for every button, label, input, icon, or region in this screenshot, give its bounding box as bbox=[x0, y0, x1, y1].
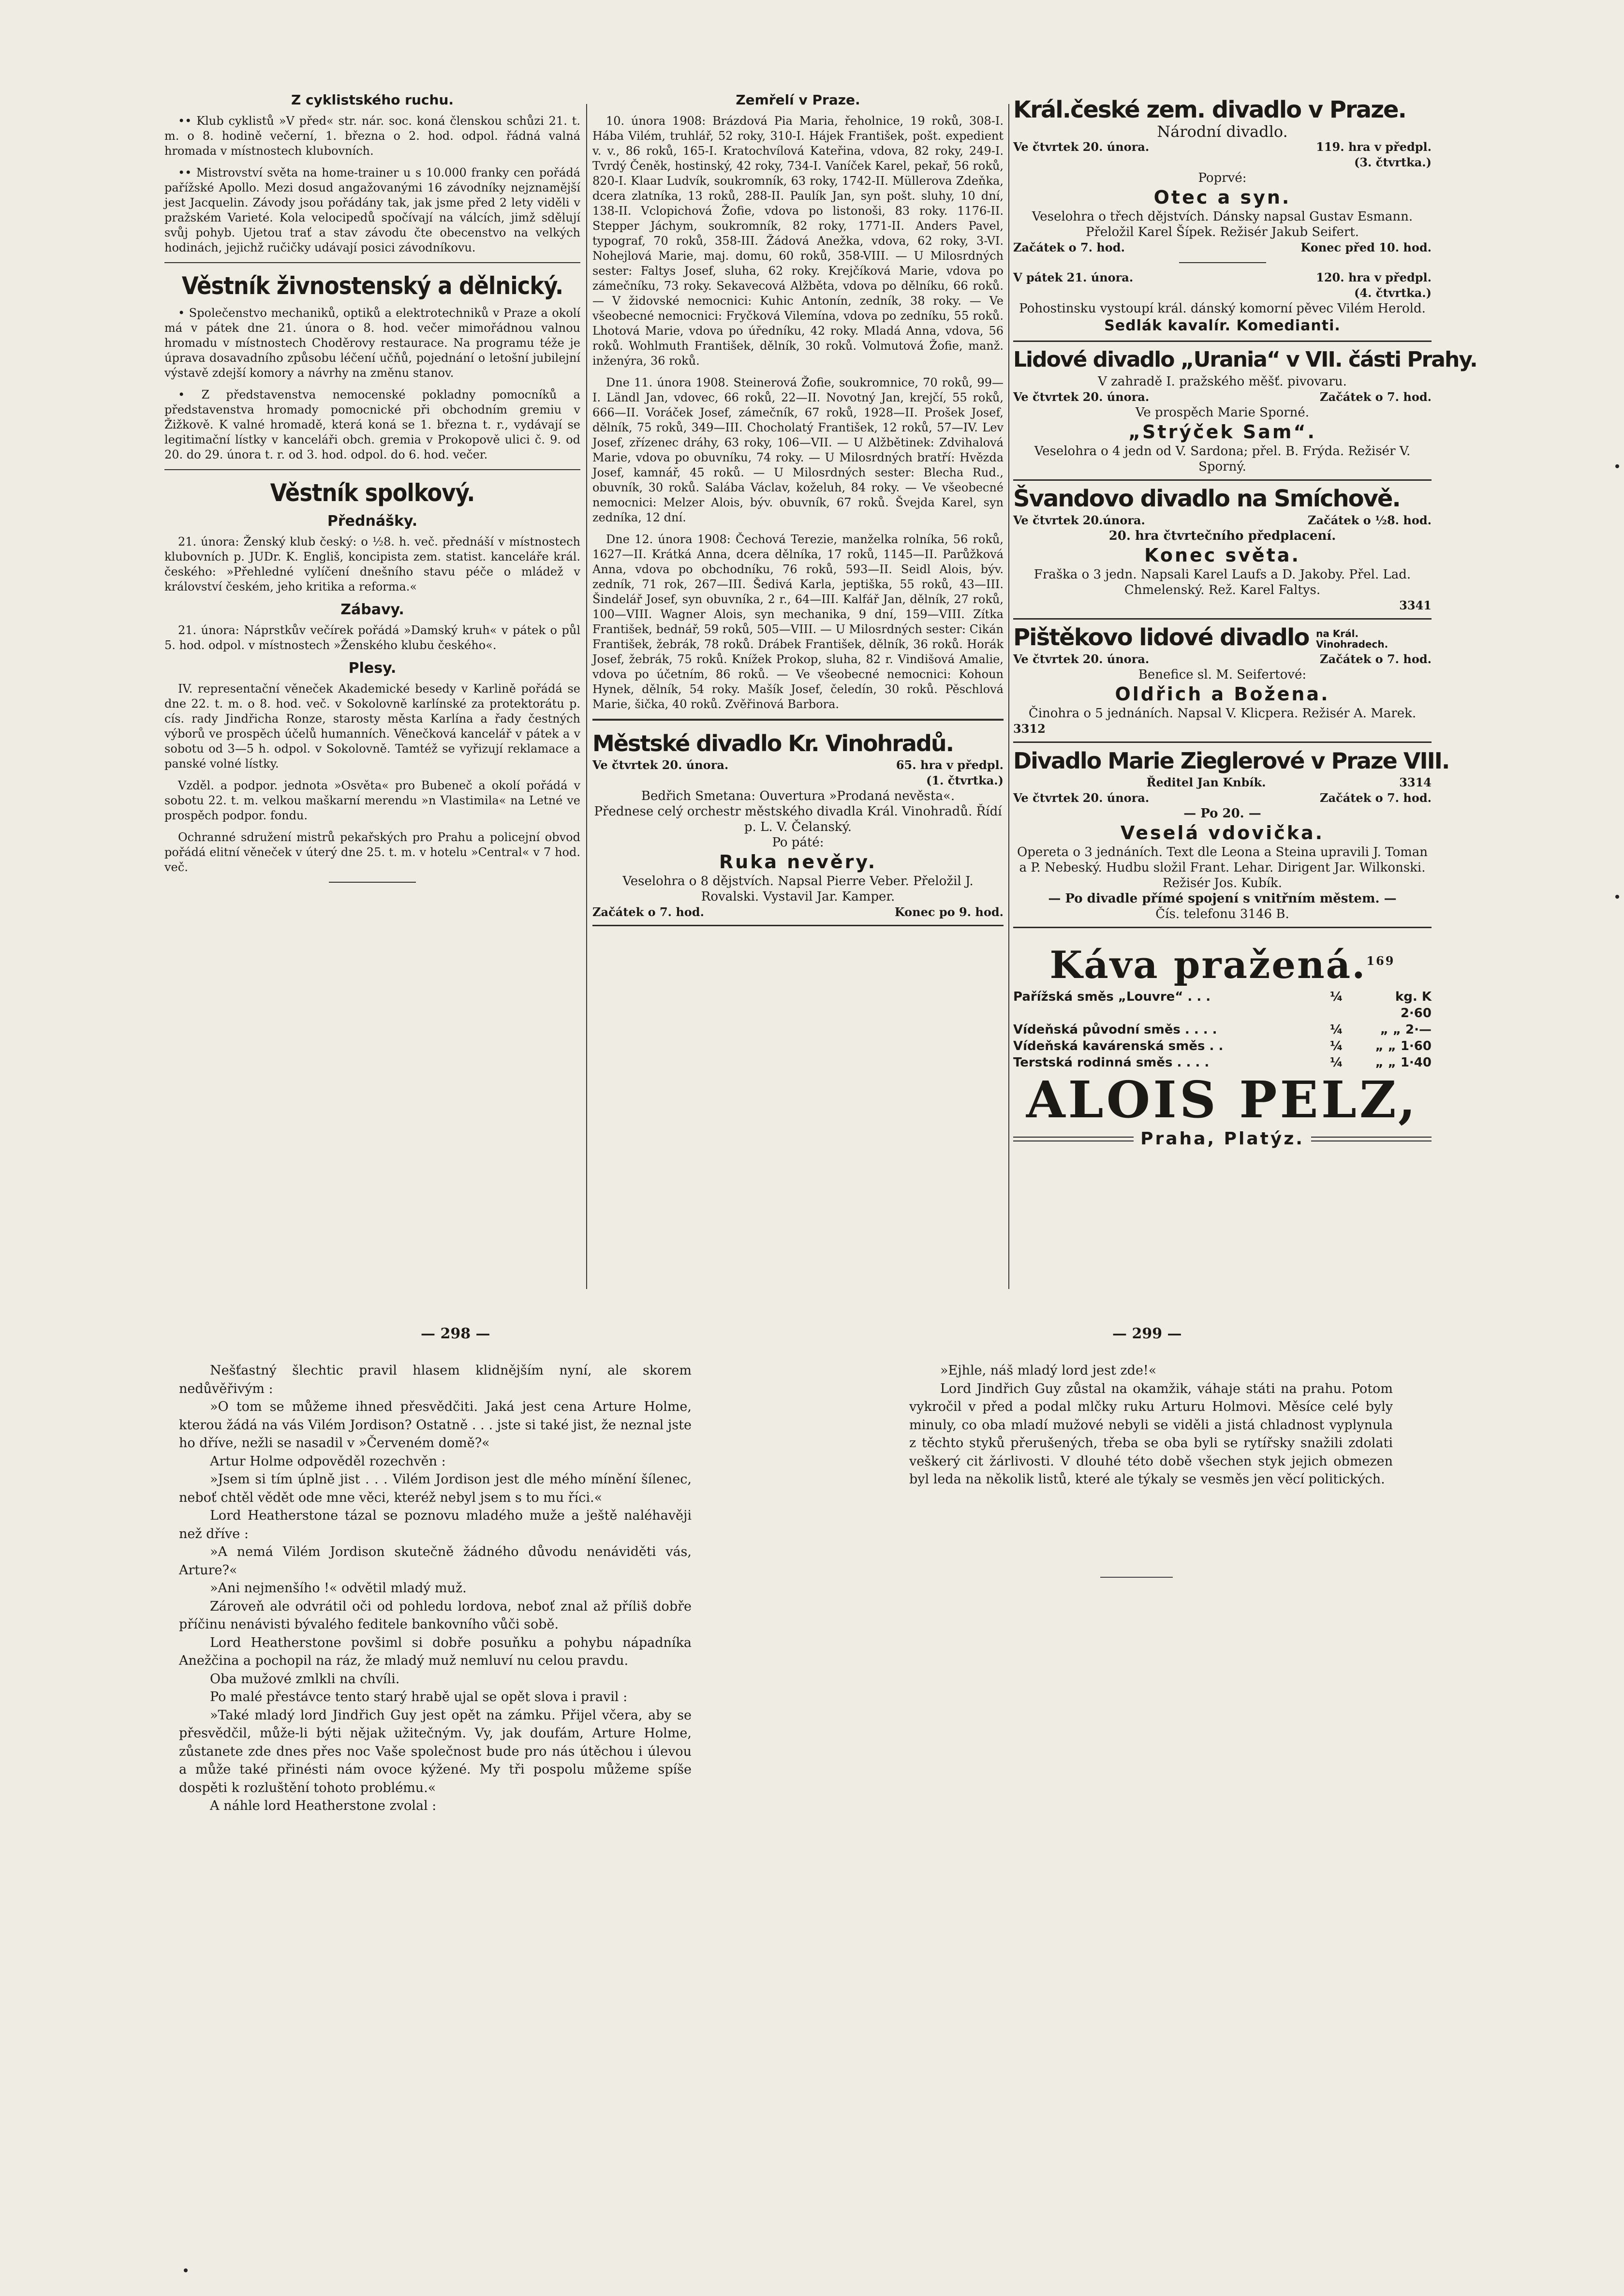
ornament-rule bbox=[1311, 1137, 1432, 1141]
trade-para: • Z představenstva nemocenské pokladny pomocníků a představenstva hromady pomocnické při obchodním gremiu v Žižkově. K valné hromadě, která koná se 1. března t. r., vydávají se legitimační lístky v kanceláři obch. gremia v Prokopově ulici č. 9. od 20. do 29. února t. r. od 3. hod. odpol. do 6. hod. večer. bbox=[164, 388, 580, 461]
ball-item: IV. representační věneček Akademické besedy v Karlině pořádá se dne 22. t. m. o 8. hod. več. v Sokolovně karlínské za protektorátu p. cís. rady Jindřicha Ronze, starosty města Karlína a řady čestných výborů ve prospěch účelů humanních. Věnečková kancelář v pátek a v sobotu od 3—5 h. odpol. v Sokolovně. Tamtéž se vyřizují reklamace a panské volné lístky. bbox=[164, 682, 580, 770]
deaths-para: 10. února 1908: Brázdová Pia Maria, řeholnice, 19 roků, 308-I. Hába Vilém, truhlář, 52 roky, 310-I. Hájek František, pošt. expedient v. v., 86 roků, 165-I. Kratochvílová Kateřina, vdova, 82 roky, 249-I. Tvrdý Čeněk, hostinský, 42 roky, 734-I. Vaníček Karel, pekař, 56 roků, 820-I. Klaar Ludvík, soukromník, 63 roky, 1742-II. Müllerova Zdeňka, dcera zlatníka, 13 roků, 288-II. Paulík Jan, syn pošt. sluhy, 10 dní, 138-II. Vclopichová Žofie, vdova po listonoši, 83 roky. 1176-II. Stepper Jáchym, soukromník, 82 roky, 1771-II. Anders Pavel, typograf, 70 roků, 358-III. Žádová Anežka, vdova, 62 roky, 3-VI. Nohejlová Marie, maj. domu, 60 roků, 358-VIII. — U Milosrdných sester: Faltys Josef, sluha, 62 roky. Krejčíková Marie, vdova po zámečníku, 73 roky. Sekavecová Alžběta, vdova po dělníku, 66 roků. — V židovské nemocnici: Kuhic Antonín, zedník, 38 roky. — Ve všeobecné nemocnici: Fryčková Vilemína, vdova po zedníku, 55 roků. Lhotová Marie, vdova po úředníku, 42 roky. Mladá Anna, vdova, 56 roků. Wohlmuth František, dělník, 30 roků. Volmutová Žofie, manž. inženýra, 36 roků. bbox=[592, 114, 1004, 368]
start-time: Začátek o 7. hod. bbox=[1320, 652, 1432, 666]
novel-paragraph: A náhle lord Heatherstone zvolal : bbox=[210, 1798, 437, 1813]
start-time: Začátek o ½8. hod. bbox=[1308, 513, 1432, 527]
end-time: Konec po 9. hod. bbox=[894, 905, 1004, 919]
cycling-para: •• Mistrovství světa na home-trainer u s 10.000 franky cen pořádá pařížské Apollo. Mezi dosud angažovanými 16 závodníky nejznamější jest Jacquelin. Závody jsou pořádány tak, jak jsme před 2 lety viděli v pražském Varieté. Kola velocipedů spočívají na válcích, jimž sdělují svůj pohyb. Ujetou trať a stav závodu čte obecenstvo na velkých hodinách, jejichž ručičky udávají posici závodníkovu. bbox=[164, 166, 580, 254]
play-title: Sedlák kavalír. Komedianti. bbox=[1104, 317, 1341, 334]
play-title: Konec světa. bbox=[1144, 545, 1300, 566]
novel-paragraph: Nešťastný šlechtic pravil hlasem klidnějším nyní, ale skorem nedůvěřivým : bbox=[179, 1363, 692, 1396]
ink-dot bbox=[1615, 895, 1619, 899]
theatre-date: Ve čtvrtek 20.února. bbox=[1013, 513, 1145, 527]
theatre-date: Ve čtvrtek 20. února. bbox=[1013, 140, 1150, 154]
novel-paragraph: Lord Jindřich Guy zůstal na okamžik, váhaje státi na prahu. Potom vykročil v před a podal mlčky ruku Arturu Holmovi. Měsíce celé byly minuly, co oba mladí mužové nebyli se viděli a jistá chladnost vyplynula z těchto styků přerušených, třeba se oba byli se rytířsky snažili zdolati veškerý cit žárlivosti. V dlouhé této době všechen styk jejich obmezen byl leda na několik listů, které ale týkaly se vesměs jen věcí politických. bbox=[909, 1381, 1393, 1487]
novel-paragraph: Oba mužové zmlkli na chvíli. bbox=[210, 1671, 400, 1687]
company-name: ALOIS PELZ, bbox=[1026, 1070, 1419, 1129]
play-title: „Strýček Sam“. bbox=[1128, 421, 1316, 443]
novel-paragraph: Artur Holme odpověděl rozechvěn : bbox=[210, 1453, 446, 1469]
price-row: Terstská rodinná směs . . . . ¼ „ „ 1·40 bbox=[1013, 1055, 1432, 1070]
novel-paragraph: »O tom se můžeme ihned přesvědčiti. Jaká jest cena Arture Holme, kterou žádá na vás Vilém Jordison? Ostatně . . . jste si také jist, že neznal jste ho dříve, nežli se nasadil v »Červeném domě?« bbox=[179, 1399, 692, 1451]
clubs-heading: Věstník spolkový. bbox=[270, 479, 475, 507]
play-description: Opereta o 3 jednáních. Text dle Leona a Steina upravili J. Toman a P. Nebeský. Hudbu složil Frant. Lehar. Dirigent Jar. Wilkonski. Režisér Jos. Kubík. bbox=[1017, 845, 1428, 890]
theatre-subscription: (3. čtvrtka.) bbox=[1354, 155, 1432, 169]
vinohrady-theatre-ad bbox=[592, 726, 1004, 926]
balls-heading: Plesy. bbox=[348, 660, 397, 677]
page-number-right: — 299 — bbox=[1112, 1325, 1182, 1342]
theatre-performance: 119. hra v předpl. bbox=[1316, 140, 1432, 154]
play-description: Veselohra o 8 dějstvích. Napsal Pierre Veber. Přeložil J. Rovalski. Vystavil Jar. Kamper. bbox=[622, 874, 974, 904]
ad-number: 3312 bbox=[1013, 722, 1046, 736]
section-divider bbox=[164, 262, 580, 263]
page-number-left: — 298 — bbox=[421, 1325, 490, 1342]
theatre-line: Po páté: bbox=[772, 835, 824, 850]
start-time: Začátek o 7. hod. bbox=[1320, 390, 1432, 404]
start-time: Začátek o 7. hod. bbox=[1320, 791, 1432, 805]
theatre-name: Městské divadlo Kr. Vinohradů. bbox=[592, 730, 954, 756]
price-row: Vídeňská původní směs . . . . ¼ „ „ 2·— bbox=[1013, 1022, 1432, 1037]
theatre-date: Ve čtvrtek 20. února. bbox=[1013, 390, 1150, 404]
column-rule bbox=[586, 104, 587, 1289]
ball-item: Ochranné sdružení mistrů pekařských pro Prahu a policejní obvod pořádá elitní věneček v úterý dne 25. t. m. v hotelu »Central« v 7 hod. več. bbox=[164, 830, 580, 874]
deaths-heading: Zemřelí v Praze. bbox=[736, 92, 860, 108]
ink-dot bbox=[184, 2268, 188, 2272]
novel-left-column bbox=[179, 1362, 692, 1815]
play-description: Fraška o 3 jedn. Napsali Karel Laufs a D. Jakoby. Přel. Lad. Chmelenský. Rež. Karel Faltys. bbox=[1033, 567, 1411, 597]
theatre-date: Ve čtvrtek 20. února. bbox=[592, 758, 729, 772]
benefit-line: Benefice sl. M. Seifertové: bbox=[1138, 667, 1307, 682]
novel-paragraph: »Také mladý lord Jindřich Guy jest opět na zámku. Přijel včera, aby se přesvědčil, může-li býti nějak užitečným. Vy, jak doufám, Arture Holme, zůstanete zde dnes přes noc Vaše společnost bude pro nás útěchou i úlevou a může také přinésti nám ovoce kýžené. My tři pospolu můžeme spíše dospěti k rozluštění tohoto problému.« bbox=[179, 1707, 692, 1795]
novel-right-column bbox=[909, 1362, 1393, 1489]
novel-paragraph: »A nemá Vilém Jordison skutečně žádného důvodu nenáviděti vás, Arture?« bbox=[179, 1544, 692, 1578]
theatre-name: Lidové divadlo „Urania“ v VII. části Prahy. bbox=[1013, 347, 1477, 372]
play-title: Veselá vdovička. bbox=[1120, 822, 1325, 844]
theatre-subname: V zahradě I. pražského měšť. pivovaru. bbox=[1098, 374, 1347, 389]
novel-paragraph: »Ejhle, náš mladý lord jest zde!« bbox=[940, 1363, 1157, 1378]
novel-paragraph: Lord Heatherstone tázal se poznovu mladého muže a ještě naléhavěji než dříve : bbox=[179, 1508, 692, 1541]
column-deaths bbox=[592, 92, 1004, 926]
trade-heading: Věstník živnostenský a dělnický. bbox=[181, 272, 563, 300]
company-location: Praha, Platýz. bbox=[1140, 1129, 1304, 1149]
theatre-date: Ve čtvrtek 20. února. bbox=[1013, 791, 1150, 805]
play-title: Otec a syn. bbox=[1153, 187, 1291, 208]
section-divider bbox=[592, 719, 1004, 721]
coffee-title: Káva pražená. bbox=[1049, 943, 1367, 987]
ad-number: 3314 bbox=[1399, 775, 1432, 789]
theatre-name-suffix: na Král. Vinohradech. bbox=[1316, 628, 1388, 650]
end-time: Konec před 10. hod. bbox=[1300, 240, 1432, 254]
premiere-label: Poprvé: bbox=[1198, 171, 1247, 185]
benefit-line: Ve prospěch Marie Sporné. bbox=[1135, 405, 1310, 420]
fun-item: 21. února: Náprstkův večírek pořádá »Damský kruh« v pátek o půl 5. hod. odpol. v místnostech »Ženského klubu českého«. bbox=[164, 623, 580, 652]
play-description: Pohostinsku vystoupí král. dánský komorní pěvec Vilém Herold. bbox=[1019, 301, 1426, 316]
cycling-heading: Z cyklistského ruchu. bbox=[291, 92, 454, 108]
lecture-item: 21. února: Ženský klub český: o ½8. h. več. přednáší v místnostech klubovních p. JUDr. K. Engliš, koncipista zem. statist. kanceláře král. českého: »Přehledné vylíčení dnešního stavu péče o mládež v království českém, jeho kritika a reforma.« bbox=[164, 535, 580, 593]
cycling-para: •• Klub cyklistů »V před« str. nár. soc. koná členskou schůzi 21. t. m. o 8. hodině večerní, 1. března o 2. hod. odpol. řádná valná hromada v místnostech klubovních. bbox=[164, 114, 580, 158]
play-title: Ruka nevěry. bbox=[719, 851, 877, 873]
telephone: Čís. telefonu 3146 B. bbox=[1155, 907, 1289, 921]
theatre-performance: 120. hra v předpl. bbox=[1316, 270, 1432, 284]
national-theatre-ad bbox=[1013, 92, 1432, 342]
novel-paragraph: »Jsem si tím úplně jist . . . Vilém Jordison jest dle mého mínění šílenec, neboť chtěl vědět ode mne věci, kteréž nebyl jsem s to mu říci.« bbox=[179, 1472, 692, 1505]
section-divider bbox=[164, 469, 580, 470]
deaths-para: Dne 12. února 1908: Čechová Terezie, manželka rolníka, 56 roků, 1627—II. Krátká Anna, dcera dělníka, 17 roků, 1145—II. Parůžková Anna, vdova po obchodníku, 76 roků, 593—II. Seidl Alois, býv. zedník, 71 rok, 267—III. Šedivá Karla, jeptiška, 55 roků, 43—III. Šindelář Josef, syn obuvníka, 2 r., 64—III. Kalfář Jan, dělník, 27 roků, 100—VIII. Wagner Alois, syn mechanika, 9 dní, 159—VIII. Zítka František, bednář, 59 roků, 505—VIII. — U Milosrdných sester: Cikán František, žebrák, 78 roků. Drábek František, dělník, 36 roků. Horák Josef, žebrák, 75 roků. Knížek Prokop, sluha, 82 r. Vindišová Amalie, vdova po účetním, 86 roků. — Ve všeobecné nemocnici: Kohoun Hynek, dělník, 54 roky. Mašík Josef, čeledín, 30 roků. Pěschlová Marie, šička, 40 roků. Zvěřinová Barbora. bbox=[592, 533, 1004, 711]
ink-dot bbox=[1615, 464, 1619, 468]
novel-paragraph: »Ani nejmenšího !« odvětil mladý muž. bbox=[210, 1581, 467, 1596]
theatre-name: Pištěkovo lidové divadlo bbox=[1013, 624, 1309, 651]
theatre-name: Divadlo Marie Zieglerové v Praze VIII. bbox=[1013, 748, 1449, 774]
transport-note: — Po divadle přímé spojení s vnitřním městem. — bbox=[1048, 891, 1397, 906]
column-theatres bbox=[1013, 92, 1477, 1149]
pistek-theatre-ad bbox=[1013, 620, 1432, 743]
ziegler-theatre-ad bbox=[1013, 743, 1449, 928]
svandovo-theatre-ad bbox=[1013, 481, 1432, 620]
ball-item: Vzděl. a podpor. jednota »Osvěta« pro Bubeneč a okolí pořádá v sobotu 22. t. m. velkou maškarní merendu »n Vlastimila« na Letné ve prospěch podpor. fondu. bbox=[164, 779, 580, 822]
ad-number: 3341 bbox=[1399, 598, 1432, 612]
theatre-subscription: (4. čtvrtka.) bbox=[1354, 286, 1432, 300]
lectures-heading: Přednášky. bbox=[327, 513, 418, 530]
theatre-name: Švandovo divadlo na Smíchově. bbox=[1013, 485, 1400, 512]
subscription-info: 20. hra čtvrtečního předplacení. bbox=[1108, 529, 1336, 543]
theatre-director: Ředitel Jan Knbík. bbox=[1146, 775, 1266, 789]
start-time: Začátek o 7. hod. bbox=[592, 905, 704, 919]
theatre-date: V pátek 21. února. bbox=[1013, 270, 1134, 284]
end-rule bbox=[329, 882, 416, 883]
divider bbox=[1179, 262, 1266, 263]
end-rule bbox=[1100, 1577, 1173, 1578]
novel-paragraph: Lord Heatherstone povšiml si dobře posuňku a pohybu nápadníka Anežčina a pochopil na ráz, že mladý muž nemluví nu celou pravdu. bbox=[179, 1635, 692, 1668]
play-description: Veselohra o třech dějstvích. Dánsky napsal Gustav Esmann. Přeložil Karel Šípek. Režisér Jakub Seifert. bbox=[1032, 209, 1413, 239]
theatre-subname: Národní divadlo. bbox=[1157, 122, 1288, 141]
ad-number: 169 bbox=[1366, 954, 1395, 968]
theatre-line: Přednese celý orchestr městského divadla Král. Vinohradů. Řídí p. L. V. Čelanský. bbox=[594, 804, 1002, 834]
play-title: Oldřich a Božena. bbox=[1115, 683, 1330, 705]
price-row: Vídeňská kavárenská směs . . ¼ „ „ 1·60 bbox=[1013, 1039, 1432, 1053]
theatre-performance: 65. hra v předpl. bbox=[896, 758, 1004, 772]
theatre-line: Bedřich Smetana: Ouvertura »Prodaná nevěsta«. bbox=[641, 789, 955, 803]
fun-heading: Zábavy. bbox=[340, 601, 404, 618]
coffee-ad bbox=[1013, 938, 1432, 1149]
theatre-name: Král.české zem. divadlo v Praze. bbox=[1013, 96, 1406, 123]
novel-paragraph: Po malé přestávce tento starý hrabě ujal se opět slova i pravil : bbox=[210, 1689, 628, 1704]
ornament-rule bbox=[1013, 1137, 1134, 1141]
deaths-para: Dne 11. února 1908. Steinerová Žofie, soukromnice, 70 roků, 99—I. Ländl Jan, vdovec, 66 roků, 22—II. Novotný Jan, krejčí, 55 roků, 666—II. Voráček Josef, zámečník, 67 roků, 1928—II. Prošek Josef, dělník, 75 roků, 349—III. Chocholatý František, 12 roků, 57—IV. Lev Josef, zřízenec dráhy, 63 roky, 106—VII. — U Alžbětinek: Zdvihalová Marie, vdova po obuvníku, 74 roky. — U Milosrdných bratří: Hvězda Josef, kamnář, 45 roků. — U Milosrdných sester: Blecha Rud., obuvník, 30 roků. Salába Václav, koželuh, 84 roky. — Ve všeobecné nemocnici: Melzer Alois, býv. obuvník, 67 roků. Švejda Karel, syn zedníka, 12 dní. bbox=[592, 376, 1004, 524]
column-news bbox=[164, 92, 580, 889]
play-description: Činohra o 5 jednáních. Napsal V. Klicpera. Režisér A. Marek. bbox=[1028, 706, 1417, 721]
theatre-date: Ve čtvrtek 20. února. bbox=[1013, 652, 1150, 666]
play-description: Veselohra o 4 jedn od V. Sardona; přel. B. Frýda. Režisér V. Sporný. bbox=[1034, 444, 1411, 474]
after-performance: — Po 20. — bbox=[1183, 806, 1261, 821]
theatre-subscription: (1. čtvrtka.) bbox=[926, 773, 1004, 787]
price-row: Pařížská směs „Louvre“ . . . ¼ kg. K 2·60 bbox=[1013, 990, 1432, 1021]
urania-theatre-ad bbox=[1013, 342, 1477, 481]
column-rule bbox=[1008, 104, 1009, 1289]
trade-para: • Společenstvo mechaniků, optiků a elektrotechniků v Praze a okolí má v pátek dne 21. února o 8. hod. večer mimořádnou valnou hromadu v místnostech Choděrovy restaurace. Na programu téže je úprava dosavadního způsobu léčení učňů, pojednání o letošní jubilejní výstavě zdejší komory a návrhy na změnu stanov. bbox=[164, 306, 580, 380]
novel-paragraph: Zároveň ale odvrátil oči od pohledu lordova, neboť znal až příliš dobře příčinu nenávisti bývalého feditele bankovního vůči sobě. bbox=[179, 1599, 692, 1632]
start-time: Začátek o 7. hod. bbox=[1013, 240, 1125, 254]
